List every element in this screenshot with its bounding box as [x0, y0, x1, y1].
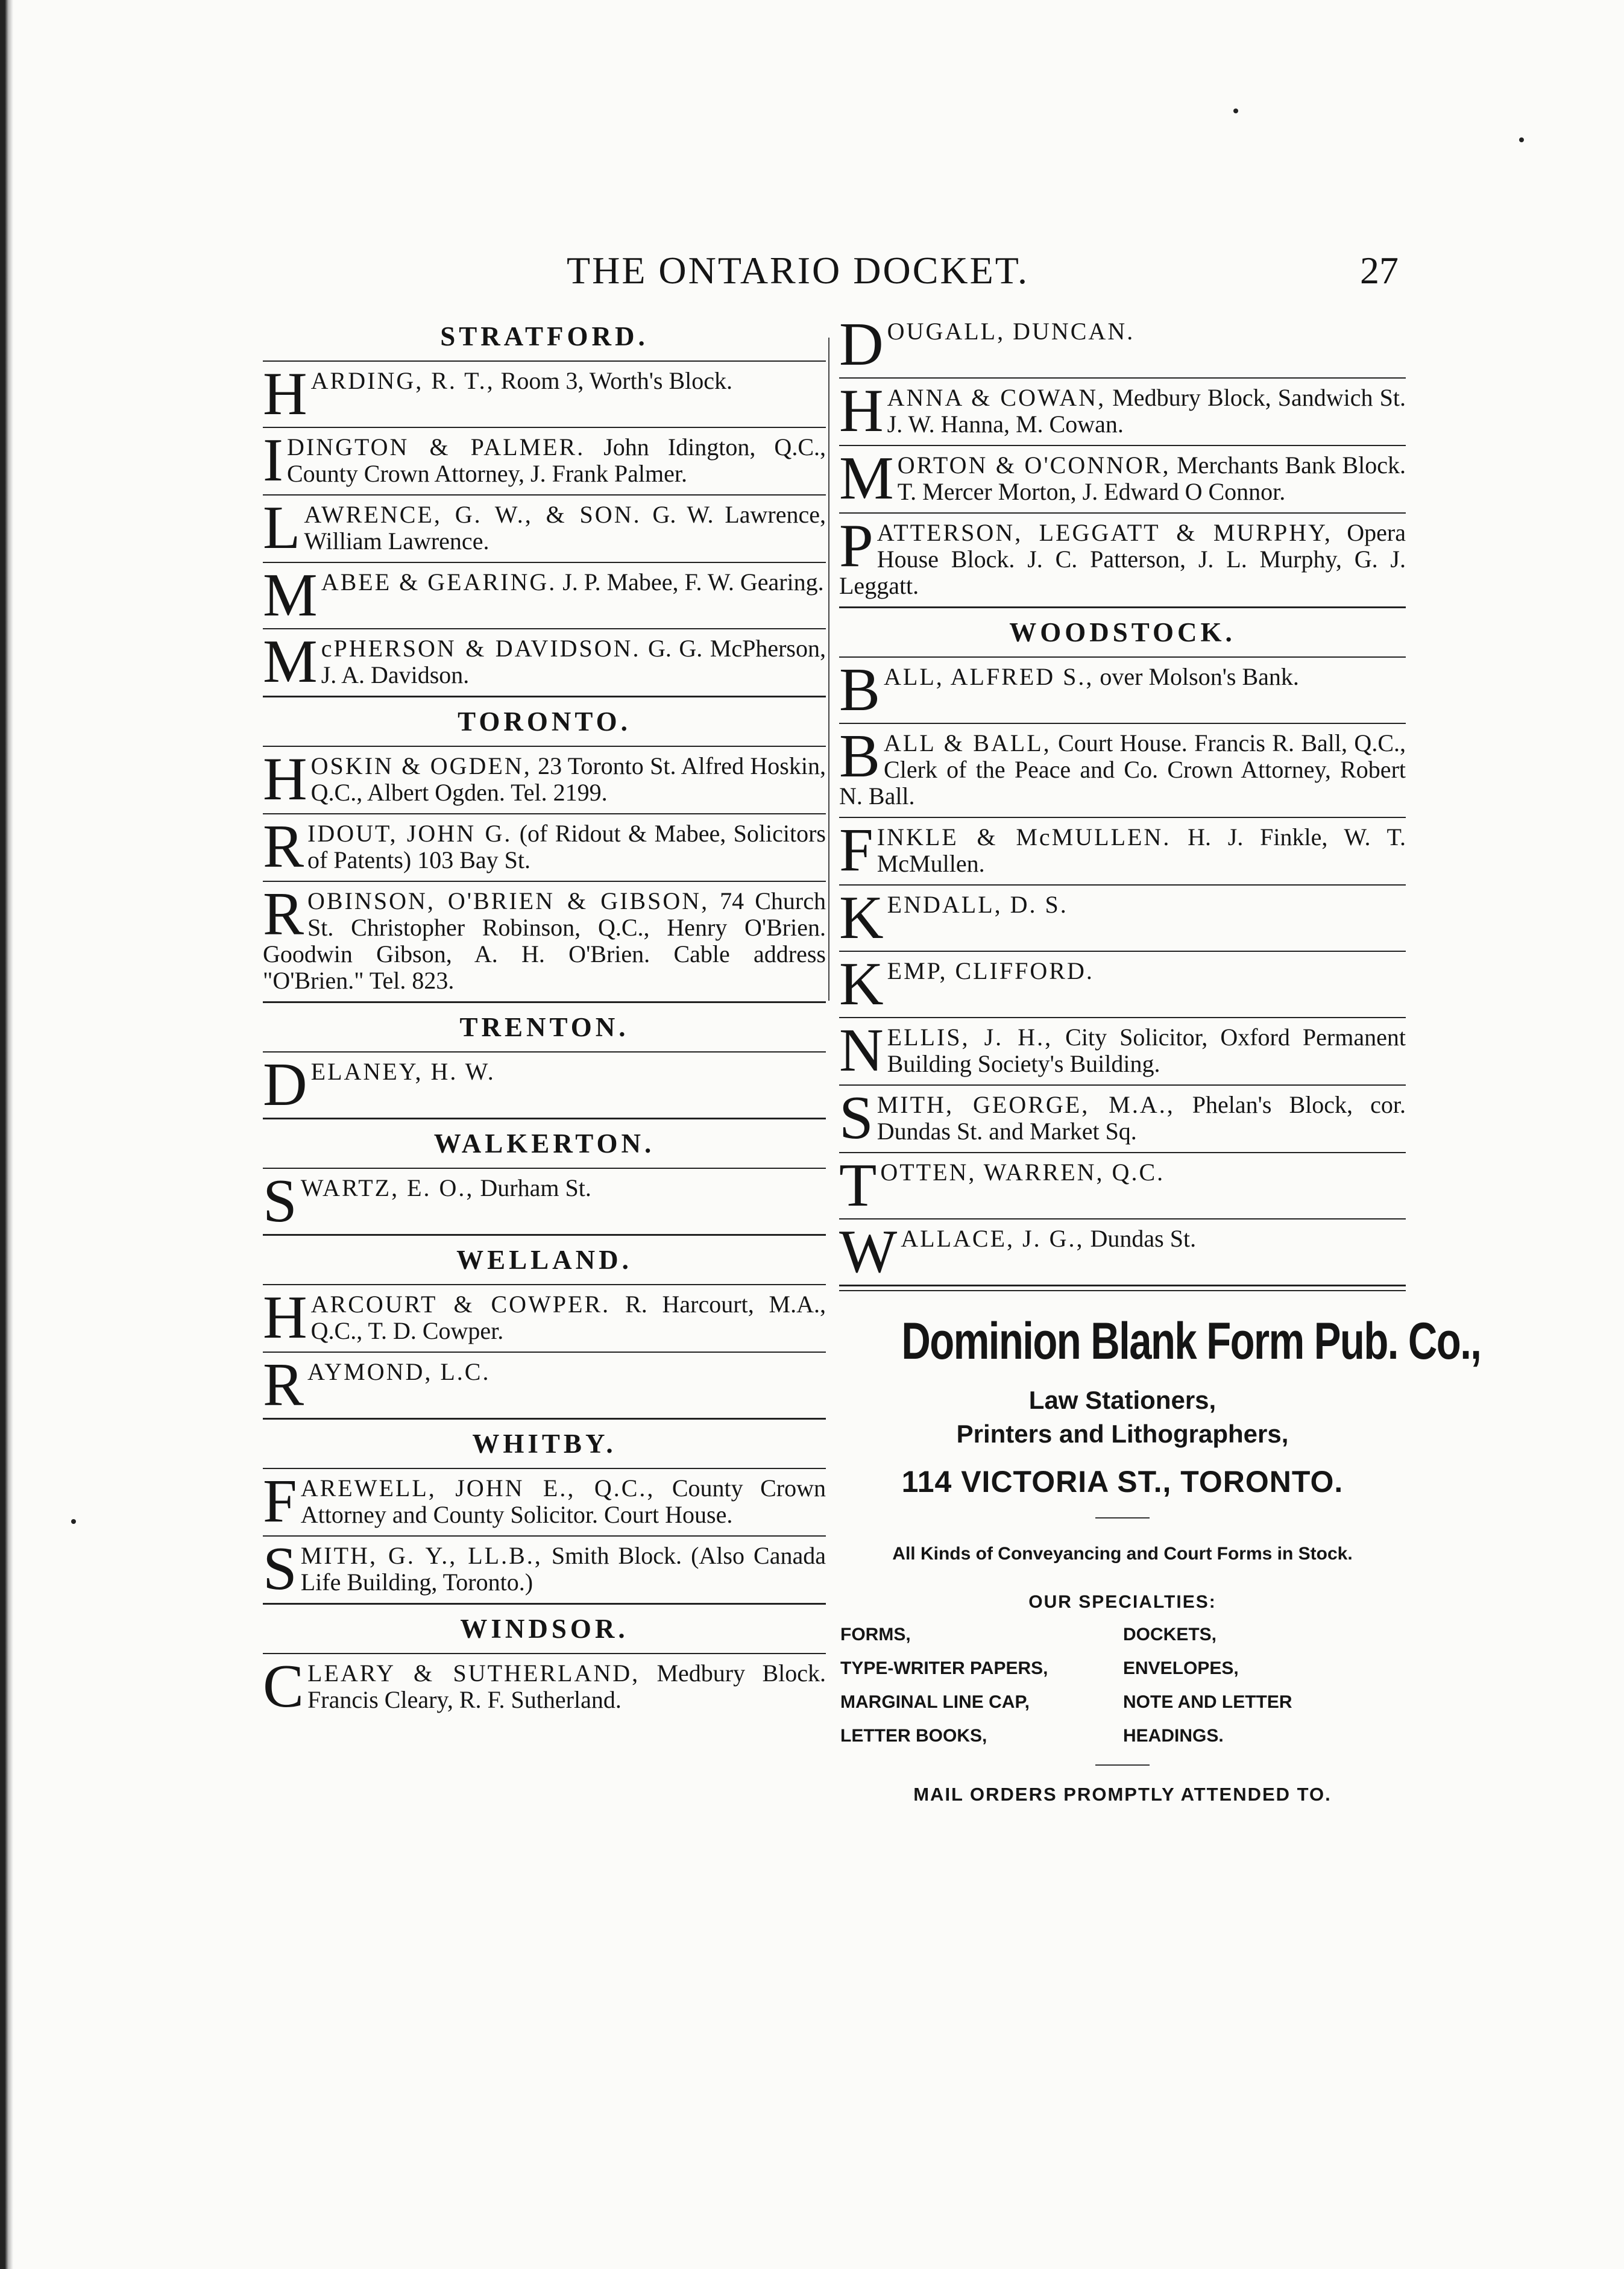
firm-name: ABEE & GEARING.: [321, 568, 557, 596]
drop-initial: D: [839, 310, 884, 379]
section-heading: WELLAND.: [456, 1245, 632, 1275]
speck: [71, 1519, 76, 1524]
directory-entry: [839, 310, 1406, 379]
directory-entry: [263, 561, 826, 629]
entry-details: G. W. Lawrence, William Lawrence.: [304, 501, 826, 555]
drop-initial: W: [839, 1218, 898, 1286]
running-title: THE ONTARIO DOCKET.: [567, 249, 1030, 292]
entry-details: G. G. McPherson, J. A. Davidson.: [321, 635, 826, 688]
entry-details: Durham St.: [474, 1174, 591, 1201]
scan-edge: [0, 0, 13, 2269]
drop-initial: F: [263, 1467, 297, 1535]
section-rule: [263, 1168, 826, 1169]
directory-entry: [839, 722, 1406, 810]
ad-specialties-heading: OUR SPECIALTIES:: [1028, 1592, 1216, 1612]
drop-initial: P: [839, 512, 873, 580]
drop-initial: B: [839, 656, 881, 724]
firm-name: LEARY & SUTHERLAND,: [307, 1660, 640, 1687]
entry-rule: [839, 951, 1406, 952]
entry-rule: [839, 1017, 1406, 1018]
drop-initial: N: [839, 1016, 884, 1084]
specialty-item: MARGINAL LINE CAP,: [840, 1692, 1030, 1712]
entry-details: 74 Church St. Christopher Robinson, Q.C., Henry O'Brien. Goodwin Gibson, A. H. O'Brien. Cable address "O'Brien." Tel. 823.: [263, 887, 826, 994]
firm-name: IDOUT, JOHN G.: [307, 820, 512, 847]
firm-name: AREWELL, JOHN E., Q.C.,: [300, 1474, 655, 1502]
entry-rule: [263, 813, 826, 814]
drop-initial: H: [263, 745, 307, 813]
firm-name: OSKIN & OGDEN,: [310, 752, 532, 779]
entry-details: Dundas St.: [1084, 1225, 1197, 1252]
specialty-item: NOTE AND LETTER: [1123, 1692, 1292, 1712]
firm-name: MITH, G. Y., LL.B.,: [300, 1542, 543, 1569]
firm-name: MITH, GEORGE, M.A.,: [877, 1091, 1175, 1118]
directory-entry: [263, 360, 826, 428]
section-heading: WHITBY.: [472, 1429, 617, 1459]
directory-entry: [839, 1151, 1406, 1219]
entry-rule: [839, 1084, 1406, 1086]
directory-entry: [839, 444, 1406, 512]
drop-initial: F: [839, 816, 873, 884]
directory-entry: [263, 1051, 826, 1119]
entry-details: John Idington, Q.C., County Crown Attorney, J. Frank Palmer.: [286, 433, 826, 487]
drop-initial: S: [839, 1084, 873, 1152]
section-rule: [263, 360, 826, 362]
section-heading: WINDSOR.: [460, 1614, 629, 1644]
entry-rule: [263, 1535, 826, 1537]
directory-entry: [839, 512, 1406, 599]
directory-entry: [263, 426, 826, 494]
advertisement: [839, 1312, 1481, 1805]
firm-name: ALL & BALL,: [884, 729, 1051, 757]
drop-initial: S: [263, 1535, 297, 1603]
drop-initial: H: [263, 1283, 307, 1352]
drop-initial: R: [263, 880, 304, 948]
section-rule: [263, 696, 826, 697]
ad-top-rule: [839, 1285, 1406, 1286]
drop-initial: C: [263, 1652, 304, 1720]
section-rule: [263, 1051, 826, 1053]
firm-name: AWRENCE, G. W., & SON.: [304, 501, 641, 528]
section-rule: [263, 1118, 826, 1119]
ad-divider: [1095, 1517, 1150, 1518]
entry-details: Medbury Block. Francis Cleary, R. F. Sutherland.: [307, 1660, 826, 1713]
entry-details: 23 Toronto St. Alfred Hoskin, Q.C., Albert Ogden. Tel. 2199.: [310, 752, 826, 806]
directory-entry: [263, 745, 826, 813]
entry-details: (of Ridout & Mabee, Solicitors of Patents) 103 Bay St.: [307, 820, 826, 873]
drop-initial: H: [263, 360, 307, 428]
firm-name: OTTEN, WARREN, Q.C.: [880, 1159, 1165, 1186]
directory-entry: [263, 1351, 826, 1419]
directory-entry: [263, 1283, 826, 1352]
firm-name: ELANEY, H. W.: [310, 1058, 496, 1085]
firm-name: ENDALL, D. S.: [887, 891, 1068, 918]
section-rule: [263, 1234, 826, 1236]
entry-rule: [839, 817, 1406, 818]
specialty-item: LETTER BOOKS,: [840, 1726, 987, 1746]
directory-entry: [839, 1084, 1406, 1152]
ad-firm-name: Dominion Blank Form Pub. Co.,: [901, 1312, 1481, 1370]
page-header: [265, 248, 1399, 303]
specialty-item: FORMS,: [840, 1625, 911, 1644]
column-divider: [828, 338, 829, 1001]
entry-details: Court House. Francis R. Ball, Q.C., Clerk of the Peace and Co. Crown Attorney, Robert N. Ball.: [839, 729, 1406, 810]
firm-name: EMP, CLIFFORD.: [887, 957, 1094, 984]
drop-initial: L: [263, 494, 301, 562]
firm-name: ARCOURT & COWPER.: [310, 1291, 611, 1318]
firm-name: ARDING, R. T.,: [310, 367, 495, 394]
entry-rule: [839, 884, 1406, 886]
entry-rule: [263, 427, 826, 428]
entry-rule: [263, 1352, 826, 1353]
drop-initial: T: [839, 1151, 877, 1219]
entry-rule: [839, 1152, 1406, 1153]
firm-name: ANNA & COWAN,: [887, 384, 1106, 411]
entry-rule: [839, 1218, 1406, 1219]
section-rule: [839, 606, 1406, 608]
specialty-item: DOCKETS,: [1123, 1625, 1217, 1644]
drop-initial: S: [263, 1167, 297, 1235]
directory-entry: [263, 628, 826, 696]
ad-line-1: Law Stationers,: [1028, 1386, 1216, 1414]
drop-initial: M: [263, 628, 318, 696]
section-rule: [839, 656, 1406, 658]
entry-rule: [263, 881, 826, 882]
drop-initial: R: [263, 813, 304, 881]
firm-name: OUGALL, DUNCAN.: [887, 318, 1135, 345]
entry-details: Smith Block. (Also Canada Life Building, Toronto.): [300, 1542, 826, 1596]
section-heading: WOODSTOCK.: [1009, 617, 1236, 647]
directory-entry: [263, 1535, 826, 1603]
directory-entry: [263, 1652, 826, 1720]
ad-divider: [1095, 1764, 1150, 1766]
firm-name: WARTZ, E. O.,: [300, 1174, 474, 1201]
entry-details: J. P. Mabee, F. W. Gearing.: [556, 568, 824, 596]
entry-rule: [839, 377, 1406, 379]
right-column: [839, 310, 1481, 1805]
section-heading: TRENTON.: [459, 1012, 629, 1042]
drop-initial: M: [263, 561, 318, 629]
section-rule: [263, 1418, 826, 1420]
entry-details: Phelan's Block, cor. Dundas St. and Market Sq.: [877, 1091, 1406, 1145]
firm-name: INKLE & McMULLEN.: [877, 823, 1171, 851]
section-rule: [263, 1284, 826, 1285]
entry-rule: [839, 512, 1406, 514]
firm-name: ORTON & O'CONNOR,: [897, 452, 1171, 479]
directory-entry: [839, 884, 1406, 952]
drop-initial: B: [839, 722, 881, 790]
specialty-item: HEADINGS.: [1123, 1726, 1224, 1746]
directory-entry: [263, 494, 826, 562]
firm-name: ATTERSON, LEGGATT & MURPHY,: [877, 519, 1332, 546]
drop-initial: M: [839, 444, 894, 512]
entry-details: over Molson's Bank.: [1094, 663, 1299, 690]
directory-entry: [839, 816, 1406, 884]
speck: [1233, 109, 1238, 113]
entry-details: Room 3, Worth's Block.: [494, 367, 733, 394]
directory-entry: [839, 950, 1406, 1018]
section-heading: STRATFORD.: [440, 321, 649, 351]
ad-line-2: Printers and Lithographers,: [956, 1420, 1289, 1448]
entry-details: R. Harcourt, M.A., Q.C., T. D. Cowper.: [310, 1291, 826, 1344]
specialty-item: TYPE-WRITER PAPERS,: [840, 1658, 1048, 1678]
section-rule: [263, 1603, 826, 1605]
entry-rule: [839, 445, 1406, 446]
ad-mail-orders: MAIL ORDERS PROMPTLY ATTENDED TO.: [913, 1784, 1332, 1805]
entry-rule: [839, 723, 1406, 724]
firm-name: ALLACE, J. G.,: [901, 1225, 1084, 1252]
directory-entry: [839, 1218, 1406, 1286]
directory-entry: [263, 1467, 826, 1535]
firm-name: DINGTON & PALMER.: [286, 433, 585, 461]
directory-entry: [839, 377, 1406, 445]
directory-entry: [263, 813, 826, 881]
entry-details: City Solicitor, Oxford Permanent Building Society's Building.: [887, 1024, 1406, 1077]
right-directory: [839, 310, 1406, 1286]
drop-initial: I: [263, 426, 283, 494]
entry-details: Medbury Block, Sandwich St. J. W. Hanna, M. Cowan.: [887, 384, 1406, 438]
left-column: [263, 312, 826, 1720]
entry-rule: [263, 628, 826, 629]
entry-rule: [263, 494, 826, 496]
ad-top-rule-2: [839, 1290, 1406, 1291]
drop-initial: R: [263, 1351, 304, 1419]
directory-entry: [263, 880, 826, 994]
entry-rule: [263, 562, 826, 563]
firm-name: OBINSON, O'BRIEN & GIBSON,: [307, 887, 710, 914]
drop-initial: D: [263, 1051, 307, 1119]
section-rule: [263, 746, 826, 747]
drop-initial: K: [839, 884, 884, 952]
firm-name: AYMOND, L.C.: [307, 1358, 491, 1385]
directory-entry: [839, 1016, 1406, 1084]
ad-address: 114 VICTORIA ST., TORONTO.: [901, 1465, 1344, 1499]
page-number: 27: [1360, 249, 1399, 292]
entry-details: H. J. Finkle, W. T. McMullen.: [877, 823, 1406, 877]
section-heading: WALKERTON.: [433, 1128, 655, 1159]
directory-entry: [839, 656, 1406, 724]
entry-details: Merchants Bank Block. T. Mercer Morton, J. Edward O Connor.: [897, 452, 1406, 505]
section-rule: [263, 1653, 826, 1654]
specialty-item: ENVELOPES,: [1123, 1658, 1239, 1678]
entry-details: County Crown Attorney and County Solicitor. Court House.: [300, 1474, 826, 1528]
section-heading: TORONTO.: [458, 707, 631, 737]
section-rule: [263, 1468, 826, 1469]
ad-kinds: All Kinds of Conveyancing and Court Forms in Stock.: [892, 1544, 1353, 1564]
firm-name: ALL, ALFRED S.,: [884, 663, 1094, 690]
entry-details: Opera House Block. J. C. Patterson, J. L. Murphy, G. J. Leggatt.: [839, 519, 1406, 599]
drop-initial: H: [839, 377, 884, 445]
drop-initial: K: [839, 950, 884, 1018]
section-rule: [263, 1001, 826, 1003]
ad-specialties: [839, 1625, 1406, 1746]
speck: [1519, 137, 1524, 142]
firm-name: ELLIS, J. H.,: [887, 1024, 1053, 1051]
directory-entry: [263, 1167, 826, 1235]
firm-name: cPHERSON & DAVIDSON.: [321, 635, 641, 662]
